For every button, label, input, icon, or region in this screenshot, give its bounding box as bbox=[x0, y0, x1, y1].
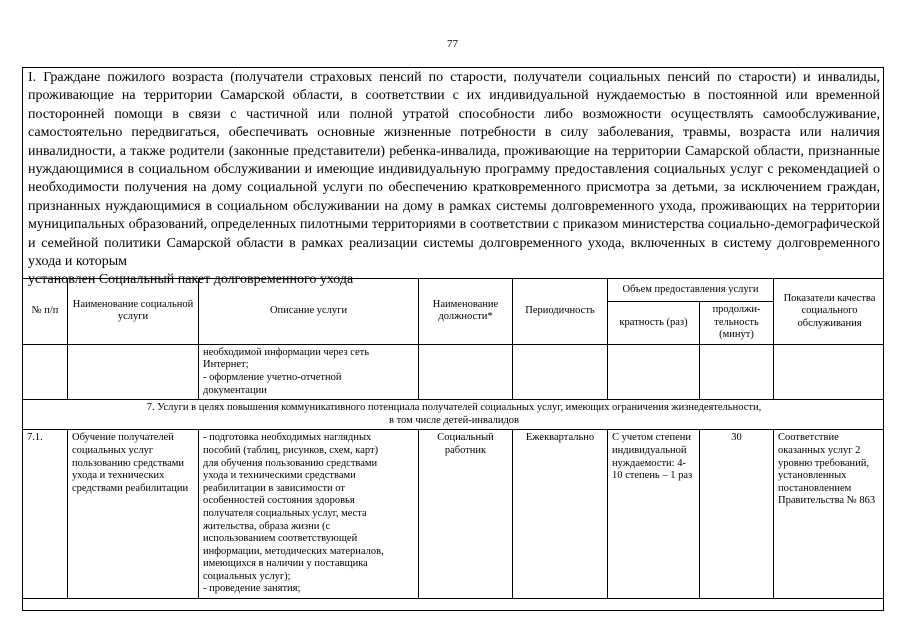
header-quality: Показатели качества социального обслуживания bbox=[774, 279, 884, 345]
desc-line: особенностей состояния здоровья bbox=[203, 495, 355, 507]
row-duration: 30 bbox=[700, 430, 774, 599]
desc-line: жительства, образа жизни (с bbox=[203, 520, 331, 532]
row-position: Социальный работник bbox=[419, 430, 513, 599]
header-num: № п/п bbox=[23, 279, 68, 345]
services-table bbox=[22, 278, 884, 599]
intro-last-line: установлен Социальный пакет долговременного ухода bbox=[28, 272, 354, 288]
header-row bbox=[23, 279, 885, 302]
cont-position bbox=[419, 344, 513, 399]
cont-desc-line: - оформление учетно-отчетной bbox=[203, 371, 342, 383]
cont-periodicity bbox=[513, 344, 608, 399]
desc-line: получателя социальных услуг, места bbox=[203, 507, 367, 519]
row-description bbox=[199, 430, 419, 599]
intro-text: I. Граждане пожилого возраста (получатели страховых пенсий по старости, получатели социальных пенсий по старости) и инвалиды, проживающие на территории Самарской области, в соответствии с их индивидуальной нуждаемостью в постоянной или временной посторонней помощи в связи с частичной или полной утратой способности либо возможности осуществлять самообслуживание, самостоятельно передвигаться, обеспечивать основные жизненные потребности в силу заболевания, травмы, возраста или наличия инвалидности, а также родители (законные представители) ребенка-инвалида, проживающие на территории Самарской области, признанные нуждающимися в социальном обслуживании и имеющие индивидуальную программу предоставления социальных услуг с рекомендацией о необходимости получения на дому социальной услуги по обеспечению кратковременного присмотра за детьми, за исключением граждан, признанных нуждающимися в социальном обслуживании на дому в рамках системы долговременного ухода, проживающих на территории муниципальных образований, определенных пилотными территориями в соответствии с приказом министерства социально-демографической и семейной политики Самарской области в рамках реализации системы долговременного ухода, включенных в систему долговременного ухода и которым bbox=[28, 70, 880, 270]
desc-line: имеющихся в наличии у поставщика bbox=[203, 558, 368, 570]
header-frequency: кратность (раз) bbox=[608, 302, 700, 345]
cont-num bbox=[23, 344, 68, 399]
section-line-2: в том числе детей-инвалидов bbox=[388, 414, 520, 426]
row-name: Обучение получателей социальных услуг пользованию средствами ухода и технических средствами реабилитации bbox=[68, 430, 199, 599]
row-num: 7.1. bbox=[23, 430, 68, 599]
section-heading bbox=[23, 400, 885, 430]
section-row bbox=[23, 400, 885, 430]
desc-line: реабилитации в зависимости от bbox=[203, 482, 345, 494]
cont-name bbox=[68, 344, 199, 399]
table-row bbox=[23, 430, 885, 599]
header-periodicity: Периодичность bbox=[513, 279, 608, 345]
header-volume: Объем предоставления услуги bbox=[608, 279, 774, 302]
cont-desc-line: необходимой информации через сеть bbox=[203, 346, 370, 358]
section-line-1: 7. Услуги в целях повышения коммуникативного потенциала получателей социальных услуг, имеющих ограничения жизнедеятельности, bbox=[146, 402, 762, 414]
continued-row bbox=[23, 344, 885, 399]
document-frame bbox=[22, 67, 884, 611]
desc-line: использованием соответствующей bbox=[203, 533, 358, 545]
cont-quality bbox=[774, 344, 884, 399]
desc-line: - проведение занятия; bbox=[203, 583, 301, 595]
row-quality: Соответствие оказанных услуг 2 уровню требований, установленных постановлением Правительства № 863 bbox=[774, 430, 884, 599]
row-periodicity: Ежеквартально bbox=[513, 430, 608, 599]
desc-line: для обучения пользованию средствами bbox=[203, 457, 378, 469]
desc-line: социальных услуг); bbox=[203, 570, 291, 582]
cont-desc-line: Интернет; bbox=[203, 359, 249, 371]
row-frequency: С учетом степени индивидуальной нуждаемости: 4-10 степень – 1 раз bbox=[608, 430, 700, 599]
desc-line: информации, методических материалов, bbox=[203, 545, 384, 557]
page-number: 77 bbox=[447, 38, 458, 50]
cont-desc-line: документации bbox=[203, 384, 267, 396]
header-duration: продолжи-тельность (минут) bbox=[700, 302, 774, 345]
intro-paragraph bbox=[28, 69, 880, 290]
cont-duration bbox=[700, 344, 774, 399]
desc-line: ухода и техническими средствами bbox=[203, 470, 356, 482]
header-description: Описание услуги bbox=[199, 279, 419, 345]
header-name: Наименование социальной услуги bbox=[68, 279, 199, 345]
desc-line: - подготовка необходимых наглядных bbox=[203, 432, 372, 444]
cont-frequency bbox=[608, 344, 700, 399]
cont-description bbox=[199, 344, 419, 399]
header-position: Наименование должности* bbox=[419, 279, 513, 345]
desc-line: пособий (таблиц, рисунков, схем, карт) bbox=[203, 444, 379, 456]
